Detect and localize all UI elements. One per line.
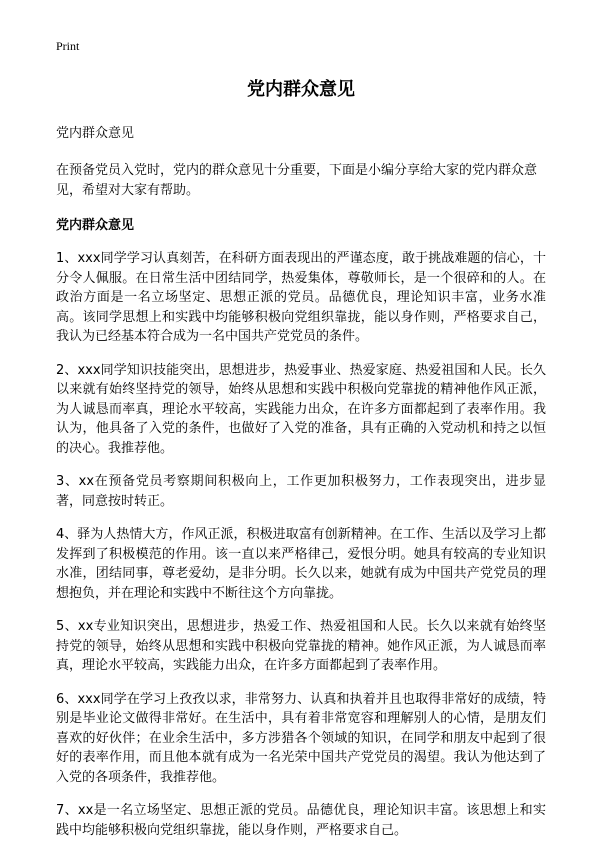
- opinion-paragraph-4: 4、驿为人热情大方，作风正派，积极进取富有创新精神。在工作、生活以及学习上都发挥到了积极模范的作用。该一直以来严格律己，爱恨分明。她具有较高的专业知识水准，团结同事，尊老爱幼，是非分明。长久以来，她就有成为中国共产党党员的理想抱负，并在理论和实践中不断往这个方向靠拢。: [56, 527, 546, 601]
- intro-paragraph: 在预备党员入党时，党内的群众意见十分重要，下面是小编分享给大家的党内群众意见，希望对大家有帮助。: [56, 163, 538, 198]
- opinion-paragraph-1: 1、xxx同学学习认真刻苦，在科研方面表现出的严谨态度，敢于挑战难题的信心，十分令人佩服。在日常生活中团结同学，热爱集体，尊敬师长，是一个很碎和的人。在政治方面是一名立场坚定、思想正派的党员。品德优良，理论知识丰富，业务水准高。该同学思想上和实践中均能够积极向党组织靠拢，能以身作则，严格要求自己，我认为已经基本符合成为一名中国共产党党员的条件。: [56, 251, 546, 344]
- page-title: 党内群众意见: [247, 79, 355, 100]
- opinion-paragraph-7: 7、xx是一名立场坚定、思想正派的党员。品德优良，理论知识丰富。该思想上和实践中均能够积极向党组织靠拢，能以身作则，严格要求自己。: [56, 803, 546, 838]
- opinion-paragraph-6: 6、xxx同学在学习上孜孜以求，非常努力、认真和执着并且也取得非常好的成绩，特别是毕业论文做得非常好。在生活中，具有着非常宽容和理解别人的心情，是朋友们喜欢的好伙伴；在业余生活中，多方涉猎各个领域的知识，在同学和朋友中起到了很好的表率作用，而且他本就有成为一名光荣中国共产党党员的渴望。我认为他达到了入党的各项条件，我推荐他。: [56, 691, 546, 785]
- opinion-paragraph-2: 2、xxx同学知识技能突出，思想进步，热爱事业、热爱家庭、热爱祖国和人民。长久以来就有始终坚持党的领导，始终从思想和实践中积极向党靠拢的精神他作风正派，为人诚恳而率真，理论水平较高，实践能力出众，在许多方面都起到了表率作用。我认为，他具备了入党的条件，也做好了入党的准备，具有正确的入党动机和持之以恒的决心。我推荐他。: [56, 362, 546, 456]
- print-link[interactable]: Print: [56, 39, 80, 53]
- opinion-paragraph-5: 5、xx专业知识突出，思想进步，热爱工作、热爱祖国和人民。长久以来就有始终坚持党的领导，始终从思想和实践中积极向党靠拢的精神。她作风正派，为人诚恳而率真，理论水平较高，实践能力出众，在许多方面都起到了表率作用。: [56, 619, 546, 673]
- section-heading: 党内群众意见: [56, 218, 135, 233]
- opinion-paragraph-3: 3、xx在预备党员考察期间积极向上，工作更加积极努力，工作表现突出，进步显著，同意按时转正。: [56, 474, 546, 509]
- subtitle: 党内群众意见: [56, 126, 135, 141]
- document-page: [56, 38, 546, 854]
